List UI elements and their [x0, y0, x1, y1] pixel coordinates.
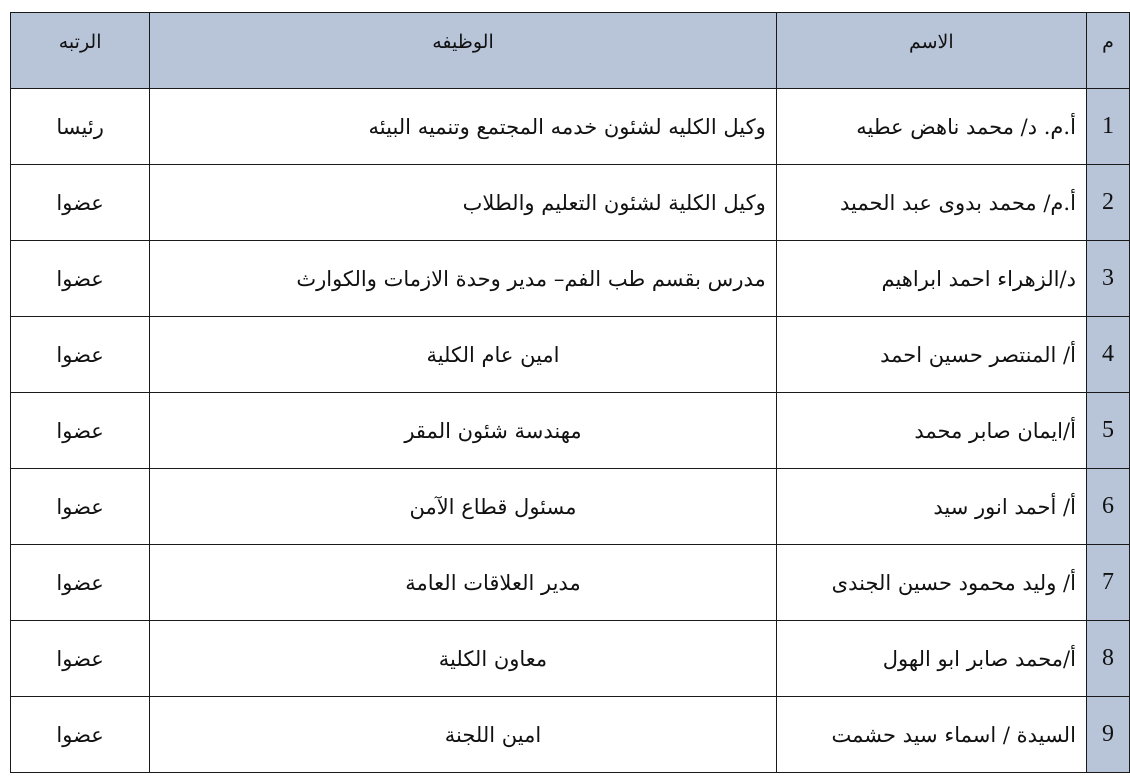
- table-row: [11, 545, 1130, 621]
- row-name: أ/محمد صابر ابو الهول: [776, 621, 1086, 697]
- row-name: أ/ المنتصر حسين احمد: [776, 317, 1086, 393]
- row-name: أ/ايمان صابر محمد: [776, 393, 1086, 469]
- header-num: م: [1086, 13, 1129, 89]
- row-job: امين عام الكلية: [150, 317, 777, 393]
- row-num: 5: [1086, 393, 1129, 469]
- row-rank: عضوا: [11, 621, 150, 697]
- row-name: أ/ وليد محمود حسين الجندى: [776, 545, 1086, 621]
- row-rank: عضوا: [11, 469, 150, 545]
- row-num: 9: [1086, 697, 1129, 773]
- row-name: أ.م/ محمد بدوى عبد الحميد: [776, 165, 1086, 241]
- row-rank: عضوا: [11, 317, 150, 393]
- row-num: 2: [1086, 165, 1129, 241]
- table-row: [11, 621, 1130, 697]
- row-name: د/الزهراء احمد ابراهيم: [776, 241, 1086, 317]
- committee-table: [10, 12, 1130, 773]
- table-row: [11, 697, 1130, 773]
- row-num: 4: [1086, 317, 1129, 393]
- table-row: [11, 89, 1130, 165]
- header-job: الوظيفه: [150, 13, 777, 89]
- row-job: وكيل الكلية لشئون التعليم والطلاب: [150, 165, 777, 241]
- table-row: [11, 241, 1130, 317]
- row-rank: عضوا: [11, 545, 150, 621]
- header-name: الاسم: [776, 13, 1086, 89]
- row-job: مسئول قطاع الآمن: [150, 469, 777, 545]
- row-job: معاون الكلية: [150, 621, 777, 697]
- row-num: 3: [1086, 241, 1129, 317]
- table-row: [11, 317, 1130, 393]
- table-header-row: [11, 13, 1130, 89]
- row-rank: عضوا: [11, 697, 150, 773]
- row-job: امين اللجنة: [150, 697, 777, 773]
- row-rank: رئيسا: [11, 89, 150, 165]
- row-name: السيدة / اسماء سيد حشمت: [776, 697, 1086, 773]
- row-num: 8: [1086, 621, 1129, 697]
- table-row: [11, 393, 1130, 469]
- row-job: وكيل الكليه لشئون خدمه المجتمع وتنميه البيئه: [150, 89, 777, 165]
- row-name: أ/ أحمد انور سيد: [776, 469, 1086, 545]
- row-name: أ.م. د/ محمد ناهض عطيه: [776, 89, 1086, 165]
- row-rank: عضوا: [11, 241, 150, 317]
- table-row: [11, 165, 1130, 241]
- table-row: [11, 469, 1130, 545]
- row-job: مدرس بقسم طب الفم– مدير وحدة الازمات والكوارث: [150, 241, 777, 317]
- header-rank: الرتبه: [11, 13, 150, 89]
- row-rank: عضوا: [11, 393, 150, 469]
- row-num: 6: [1086, 469, 1129, 545]
- row-rank: عضوا: [11, 165, 150, 241]
- row-num: 7: [1086, 545, 1129, 621]
- row-job: مدير العلاقات العامة: [150, 545, 777, 621]
- row-num: 1: [1086, 89, 1129, 165]
- row-job: مهندسة شئون المقر: [150, 393, 777, 469]
